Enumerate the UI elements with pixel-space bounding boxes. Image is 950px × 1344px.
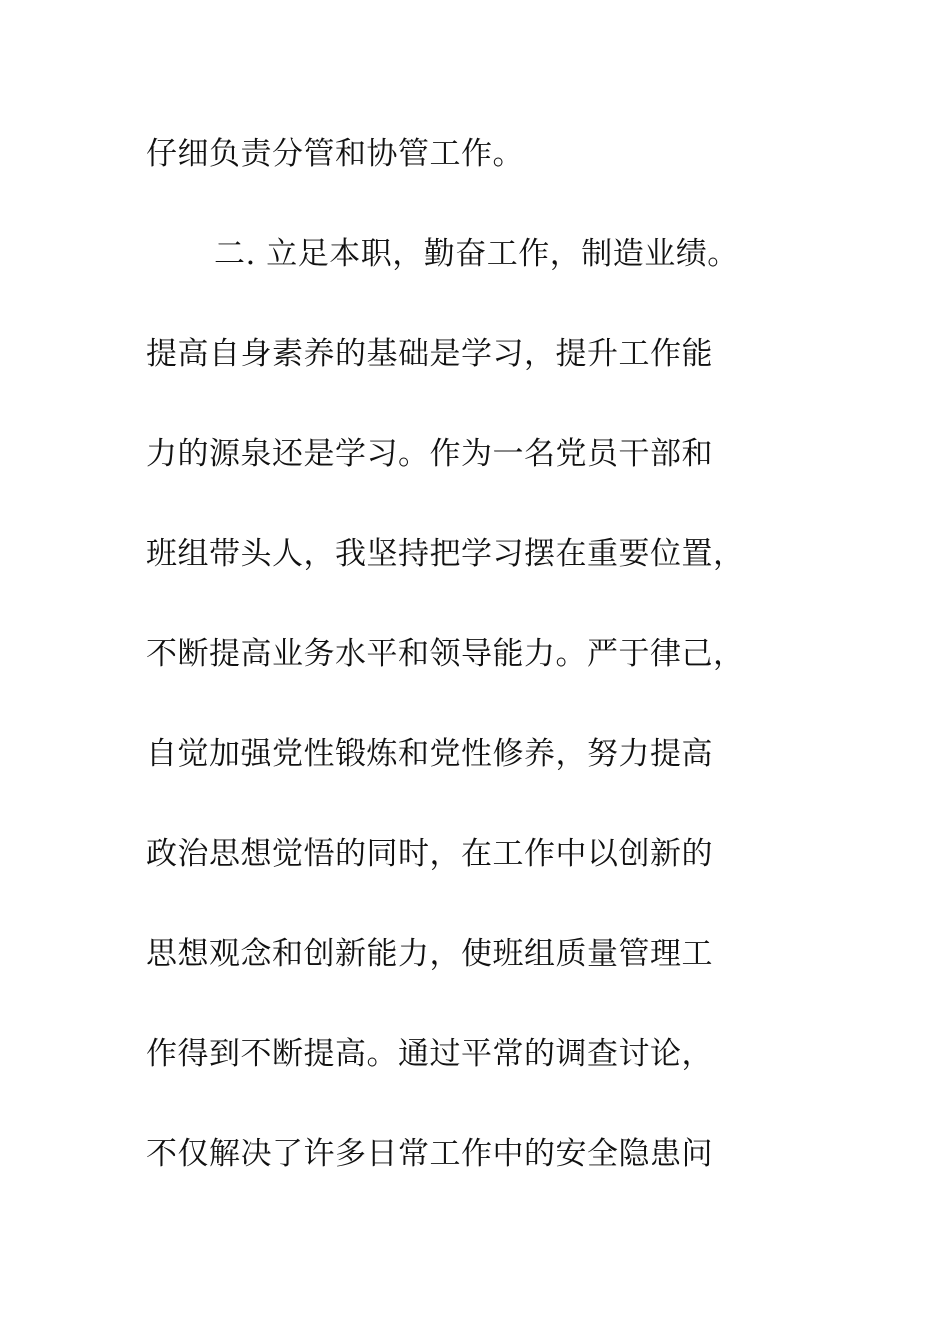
text-line: 提高自身素养的基础是学习，提升工作能 — [146, 336, 713, 372]
text-line: 思想观念和创新能力，使班组质量管理工 — [146, 936, 713, 972]
body-text — [146, 126, 806, 1226]
text-line: 仔细负责分管和协管工作。 — [146, 136, 524, 172]
text-line: 作得到不断提高。通过平常的调查讨论， — [146, 1036, 713, 1072]
text-line: 不断提高业务水平和领导能力。严于律己， — [146, 636, 745, 672]
text-line: 力的源泉还是学习。作为一名党员干部和 — [146, 436, 713, 472]
text-line: 政治思想觉悟的同时，在工作中以创新的 — [146, 836, 713, 872]
section-heading: 二. 立足本职，勤奋工作，制造业绩。 — [214, 236, 739, 272]
text-line: 不仅解决了许多日常工作中的安全隐患问 — [146, 1136, 713, 1172]
text-line: 班组带头人，我坚持把学习摆在重要位置， — [146, 536, 745, 572]
text-line: 自觉加强党性锻炼和党性修养，努力提高 — [146, 736, 713, 772]
